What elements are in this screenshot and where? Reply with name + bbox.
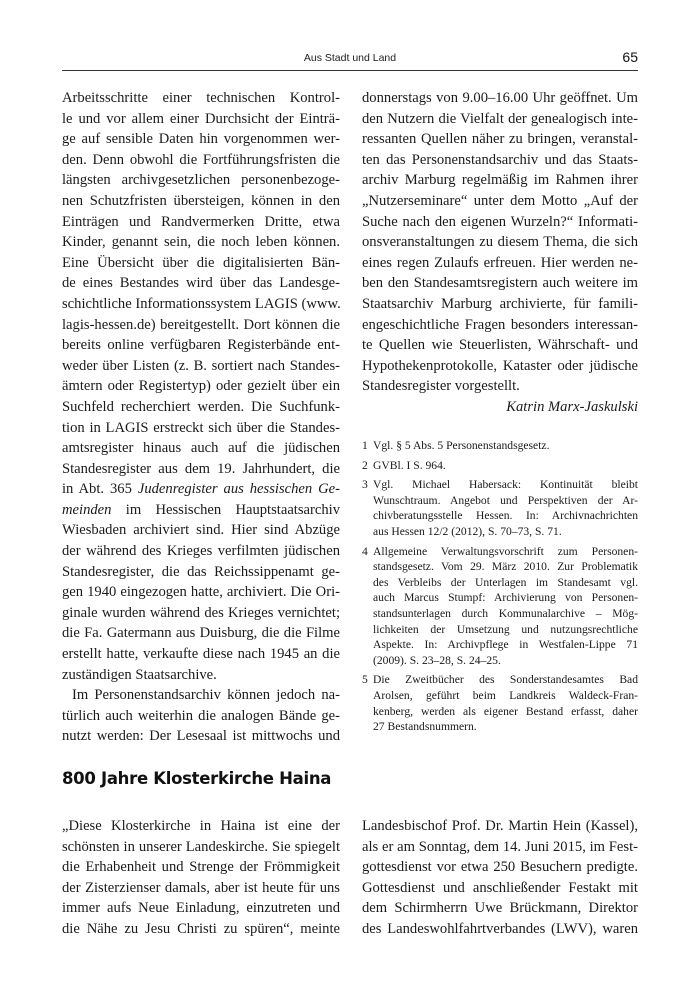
text-line: eines regen Zulaufs erfreuen. Hier werden ne- [362,254,638,271]
section-heading: 800 Jahre Klosterkirche Haina [62,769,332,788]
text-line: der Zisterzienser damals, aber ist heute für uns [62,879,340,896]
text-line: Wiesbaden archiviert sind. Hier sind Abzüge [62,522,340,539]
footnote-number: 2 [362,458,368,472]
text-line: nen Schutzfristen übersteigen, können in den [62,192,340,209]
footnotes [362,438,638,739]
running-header [62,48,638,70]
text-line: „Diese Klosterkirche in Haina ist eine der [62,818,340,834]
text-line: Landesbischof Prof. Dr. Martin Hein (Kassel), [362,818,638,834]
text-line: ämtern oder Registertyp) oder gezielt über ein [62,378,340,395]
text-run: in Abt. 365 [62,481,138,498]
text-line: die Nähe zu Jesu Christi zu spüren“, meinte [62,920,340,937]
text-line: längsten archivgesetzlichen personenbezoge- [62,172,340,189]
text-line: der während des Krieges verfilmten jüdischen [62,543,340,560]
text-line: Suchfeld recherchiert werden. Die Suchfunk- [62,398,340,415]
footnote-line: Arolsen, geführt beim Landkreis Waldeck-Fran- [373,688,638,702]
text-line: erstellt hatte, verkaufte diese nach 1945 an die [62,646,340,663]
footnote-number: 3 [362,478,368,492]
text-line: Hypothekenprotokolle, Kataster oder jüdische [362,357,638,374]
text-run: im Hessischen Hauptstaatsarchiv [111,501,340,518]
footnote-1 [362,438,638,454]
text-line: den Nutzern die Vielfalt der genealogisch inte- [362,110,638,127]
text-line: tion in LAGIS erstreckt sich über die Standes- [62,419,340,436]
text-line: als er am Sonntag, dem 14. Juni 2015, im Fest- [362,838,638,855]
text-line: Eine Übersicht über die digitalisierten Bän- [62,254,340,271]
footnote-line: auch Marcus Stumpf: Archivierung von Personen- [373,591,638,605]
text-line: ben den Standesamtsregistern auch weitere im [362,275,638,292]
text-line: Suche nach den eigenen Wurzeln?“ Informati- [362,213,638,230]
text-line: te Quellen wie Steuerlisten, Währschaft- und [362,337,638,354]
article2-right-column [362,816,638,940]
article1-right-column [362,88,638,418]
text-line: engeschichtliche Fragen besonders interessan- [362,316,638,333]
footnote-5 [362,672,638,734]
text-line: weder über Listen (z. B. sortiert nach Standes- [62,357,340,374]
text-line: immer aufs Neue Einladung, einzutreten und [62,900,340,917]
italic-title: meinden [62,501,112,518]
text-line: Einträgen und Randvermerken Dritte, etwa [62,213,340,230]
text-line: de eines Bestandes wird über das Landesge- [62,275,340,292]
footnote-line: Vgl. Michael Habersack: Kontinuität bleibt [373,478,638,492]
text-line: ginale wurden während des Krieges vernichtet; [62,604,340,621]
text-line: onsveranstaltungen zu diesem Thema, die sich [362,234,638,251]
text-line: türlich auch weiterhin die analogen Bände ge- [62,707,340,724]
author-signature: Katrin Marx-Jaskulski [506,398,638,415]
text-line: die Fa. Gatermann aus Duisburg, die die Filme [62,625,340,642]
text-line: lagis-hessen.de) bereitgestellt. Dort können die [62,316,340,333]
text-line: gottesdienst vor etwa 250 Besuchern predigte. [362,859,638,876]
text-line: Standesregister vorgestellt. [362,378,520,395]
footnote-line: (2009). S. 23–28, S. 24–25. [373,653,501,667]
footnote-number: 4 [362,544,368,558]
italic-title: Judenregister aus hessischen Ge- [137,481,341,498]
footnote-number: 5 [362,673,368,687]
page-number: 65 [622,49,638,65]
text-line: „Nutzerseminare“ unter dem Motto „Auf der [362,192,638,209]
text-line: Staatsarchiv Marburg archivierte, für famili- [362,295,638,312]
footnote-line: lichkeiten der Umsetzung und nutzungsrechtliche [373,622,638,636]
text-line: Standesregister aus dem 19. Jahrhundert, die [62,460,340,477]
text-line: schichtliche Informationssystem LAGIS (www. [62,295,341,312]
text-line: Standesregister, die das Reichssippenamt ge- [62,563,340,580]
footnote-line: GVBl. I S. 964. [373,458,446,472]
footnote-line: des Verbleibs der Unterlagen im Standesamt vgl. [373,575,638,589]
text-line: die Erhabenheit und Strenge der Frömmigkeit [62,859,340,876]
text-line: Im Personenstandsarchiv können jedoch na- [72,687,340,704]
text-line: Gottesdienst und anschließender Festakt mit [362,879,638,896]
text-line: amtsregister hinaus auch auf die jüdischen [62,440,340,457]
footnote-line: standsunterlagen durch Kommunalarchive – Mög- [373,606,638,620]
text-line: gen 1940 eingezogen hatte, archiviert. Die Ori- [62,584,340,601]
text-line: zuständigen Staatsarchive. [62,666,217,683]
text-line: ten das Personenstandsarchiv und das Staats- [362,151,638,168]
text-line-with-italic [62,500,340,521]
text-line: donnerstags von 9.00–16.00 Uhr geöffnet. Um [362,90,638,106]
footnote-line: standsgesetz. Vom 29. März 2010. Zur Problematik [373,560,638,574]
footnote-line: aus Hessen 12/2 (2012), S. 70–73, S. 71. [373,524,562,538]
footnote-line: Allgemeine Verwaltungsvorschrift zum Personen- [373,544,638,558]
text-line: nutzt werden: Der Lesesaal ist mittwochs und [62,728,340,745]
article1-left-column [62,88,340,747]
footnote-3 [362,477,638,539]
text-line: ressanten Quellen näher zu bringen, veranstal- [362,131,638,148]
footnote-number: 1 [362,439,368,452]
text-line: bereits online verfügbaren Registerbände ent- [62,337,340,354]
footnote-line: Aspekte. In: Archivpflege in Westfalen-Lippe 71 [373,638,638,652]
text-line: archiv Marburg regelmäßig im Rahmen ihrer [362,172,638,189]
text-line: schönsten in unserer Landeskirche. Sie spiegelt [62,838,340,855]
footnote-4 [362,544,638,669]
text-line: dem Schirmherrn Uwe Brückmann, Direktor [362,900,638,917]
text-line: des Landeswohlfahrtverbandes (LWV), waren [362,920,638,937]
running-title: Aus Stadt und Land [303,52,397,64]
article2-left-column [62,816,340,940]
text-line: le und vor allem einer Durchsicht der Einträ- [62,110,340,127]
footnote-line: Die Zweitbücher des Sonderstandesamtes Bad [373,673,638,687]
footnote-line: Wunschtraum. Angebot und Perspektiven der Ar- [373,493,638,507]
footnote-line: chivberatungsstelle Hessen. In: Archivnachrichten [373,509,638,523]
header-rule [62,70,638,71]
footnote-line: Vgl. § 5 Abs. 5 Personenstandsgesetz. [373,439,550,452]
footnote-line: kenberg, werden als eigener Bestand erfasst, daher [373,704,638,718]
text-line: ge auf sensible Daten hin vorgenommen wer- [62,131,340,148]
footnote-2 [362,458,638,474]
footnote-line: 27 Bestandsnummern. [373,720,477,734]
text-line: Arbeitsschritte einer technischen Kontrol- [62,90,340,106]
text-line: Kinder, genannt sein, die noch leben können. [62,234,340,251]
text-line-with-italic [62,479,340,500]
text-line: den. Denn obwohl die Fortführungsfristen die [62,151,340,168]
